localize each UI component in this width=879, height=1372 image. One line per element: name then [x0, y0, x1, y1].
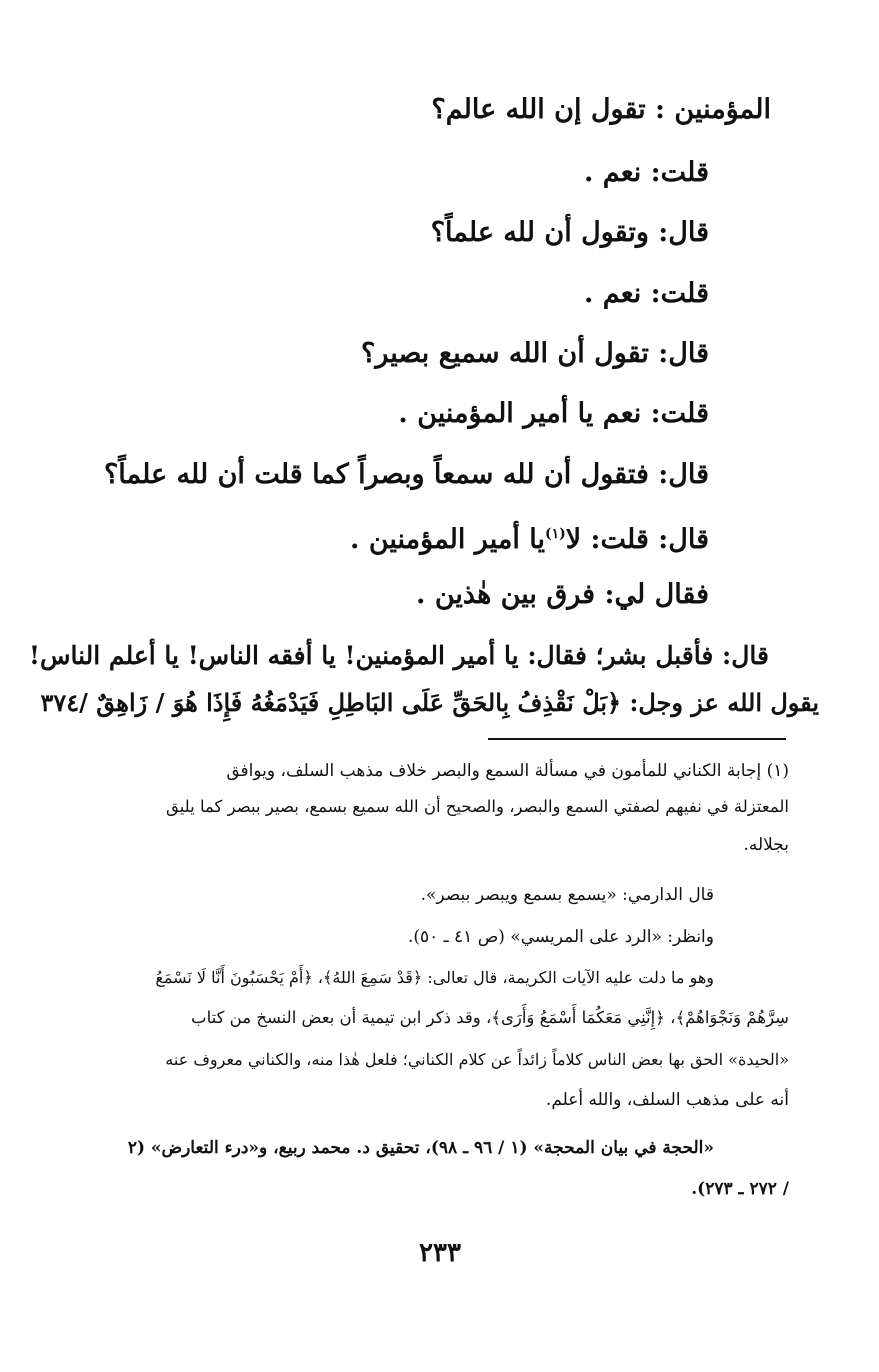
footnote-separator: [488, 738, 786, 740]
text-line-10: قال: فأقبل بشر؛ فقال: يا أمير المؤمنين! يا أفقه الناس! يا أعلم الناس!: [29, 641, 769, 670]
text-line-3: قال: وتقول أن لله علماً؟: [430, 217, 709, 248]
footnote-line-5: وانظر: «الرد على المريسي» (ص ٤١ ـ ٥٠).: [407, 927, 714, 947]
text-line-2: قلت: نعم .: [583, 157, 709, 188]
footnote-line-9: أنه على مذهب السلف، والله أعلم.: [545, 1090, 789, 1110]
footnote-line-11: / ٢٧٢ ـ ٢٧٣).: [691, 1179, 789, 1199]
footnote-line-6: وهو ما دلت عليه الآيات الكريمة، قال تعالى: ﴿قَدْ سَمِعَ اللهُ﴾، ﴿أَمْ يَحْسَبُونَ أَنَّا لَا نَسْمَعُ: [155, 968, 714, 987]
footnote-marker: (١): [544, 526, 566, 542]
page-number: ٢٣٣: [419, 1238, 461, 1268]
text-line-1: المؤمنين : تقول إن الله عالم؟: [431, 94, 771, 125]
footnote-line-10: «الحجة في بيان المحجة» (١ / ٩٦ ـ ٩٨)، تحقيق د. محمد ربيع، و«درء التعارض» (٢: [127, 1138, 714, 1158]
text-line-8-start: قال: قلت: لا: [565, 524, 709, 555]
text-line-11: يقول الله عز وجل: ﴿بَلْ نَقْذِفُ بِالحَقِّ عَلَى البَاطِلِ فَيَدْمَغُهُ فَإِذَا هُوَ / زَاهِقٌ /٣٧٤: [40, 688, 819, 717]
text-line-7: قال: فتقول أن لله سمعاً وبصراً كما قلت أن لله علماً؟: [103, 459, 709, 490]
text-line-5: قال: تقول أن الله سميع بصير؟: [361, 338, 709, 369]
footnote-line-1: (١) إجابة الكناني للمأمون في مسألة السمع والبصر خلاف مذهب السلف، ويوافق: [226, 761, 789, 781]
text-line-8: [350, 514, 709, 560]
footnote-line-4: قال الدارمي: «يسمع بسمع ويبصر ببصر».: [420, 885, 714, 905]
footnote-line-2: المعتزلة في نفيهم لصفتي السمع والبصر، والصحيح أن الله سميع بسمع، بصير ببصر كما يليق: [165, 797, 789, 816]
footnote-line-8: «الحيدة» الحق بها بعض الناس كلاماً زائداً عن كلام الكناني؛ فلعل هٰذا منه، والكناني معروف عنه: [165, 1050, 789, 1069]
text-line-9: فقال لي: فرق بين هٰذين .: [416, 579, 709, 610]
footnote-line-7: سِرَّهُمْ وَنَجْوَاهُمْ﴾، ﴿إِنَّنِي مَعَكُمَا أَسْمَعُ وَأَرَى﴾، وقد ذكر ابن تيمية أن بعض النسخ من كتاب: [191, 1008, 789, 1027]
text-line-4: قلت: نعم .: [583, 278, 709, 309]
footnote-line-3: بجلاله.: [743, 835, 789, 855]
text-line-6: قلت: نعم يا أمير المؤمنين .: [398, 398, 709, 429]
text-line-8-end: يا أمير المؤمنين .: [350, 524, 545, 555]
